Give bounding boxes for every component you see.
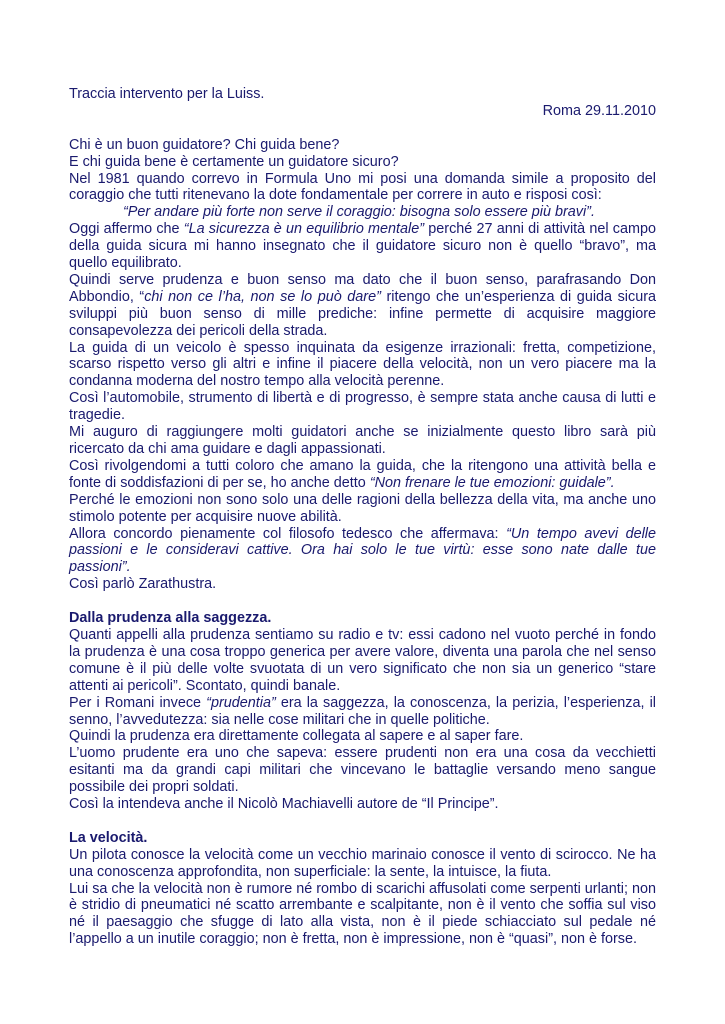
paragraph: Allora concordo pienamente col filosofo tedesco che affermava: “Un tempo avevi delle passioni e le consideravi cattive. Ora hai solo le tue virtù: esse sono nate dalle tue passioni”. (69, 525, 656, 576)
paragraph: Mi auguro di raggiungere molti guidatori anche se inizialmente questo libro sarà più ricercato da chi ama guidare e dagli appassionati. (69, 424, 656, 458)
paragraph: E chi guida bene è certamente un guidatore sicuro? (69, 153, 399, 170)
paragraph: Così la intendeva anche il Nicolò Machiavelli autore de “Il Principe”. (69, 796, 499, 813)
paragraph: Oggi affermo che “La sicurezza è un equilibrio mentale” perché 27 anni di attività nel campo della guida sicura mi hanno insegnato che il guidatore sicuro non è quello “bravo”, ma quello equilibrato. (69, 221, 656, 272)
paragraph: La guida di un veicolo è spesso inquinata da esigenze irrazionali: fretta, competizione, scarso rispetto verso gli altri e infine il piacere della velocità, non un vero piacere ma la condanna moderna del nostro tempo alla velocità perenne. (69, 339, 656, 390)
paragraph: Così parlò Zarathustra. (69, 576, 217, 593)
section-heading: La velocità. (69, 829, 148, 846)
paragraph: Quindi la prudenza era direttamente collegata al sapere e al saper fare. (69, 728, 524, 745)
section-heading: Dalla prudenza alla saggezza. (69, 610, 272, 627)
paragraph: Quindi serve prudenza e buon senso ma dato che il buon senso, parafrasando Don Abbondio, “chi non ce l’ha, non se lo può dare” ritengo che un’esperienza di guida sicura sviluppi più buon senso di mille prediche: infine permette di acquisire maggiore consapevolezza dei pericoli della strada. (69, 271, 656, 339)
quote: “Per andare più forte non serve il coraggio: bisogna solo essere più bravi”. (123, 204, 595, 221)
document-body (69, 86, 656, 948)
paragraph: Un pilota conosce la velocità come un vecchio marinaio conosce il vento di scirocco. Ne ha una conoscenza approfondita, non superficiale: la sente, la intuisce, la fiuta. (69, 846, 656, 880)
paragraph: Quanti appelli alla prudenza sentiamo su radio e tv: essi cadono nel vuoto perché in fondo la prudenza è una cosa troppo generica per avere valore, diventa una parola che nel senso comune è il più delle volte svuotata di un vero significato che non sia un generico “stare attenti ai pericoli”. Scontato, quindi banale. (69, 626, 656, 694)
document-date: Roma 29.11.2010 (542, 102, 656, 119)
paragraph: Così rivolgendomi a tutti coloro che amano la guida, che la ritengono una attività bella e fonte di soddisfazioni di per se, ho anche detto “Non frenare le tue emozioni: guidale”. (69, 457, 656, 491)
paragraph: Così l’automobile, strumento di libertà e di progresso, è sempre stata anche causa di lutti e tragedie. (69, 390, 656, 424)
paragraph: Nel 1981 quando correvo in Formula Uno mi posi una domanda simile a proposito del coraggio che tutti ritenevano la dote fondamentale per correre in auto e risposi così: (69, 170, 656, 204)
document-title: Traccia intervento per la Luiss. (69, 86, 265, 102)
paragraph: Perché le emozioni non sono solo una delle ragioni della bellezza della vita, ma anche uno stimolo potente per acquisire nuove abilità. (69, 491, 656, 525)
paragraph: Lui sa che la velocità non è rumore né rombo di scarichi affusolati come serpenti urlanti; non è stridio di pneumatici né scatto arrembante e scalpitante, non è il vento che soffia sul viso né il paesaggio che sfugge di lato alla vista, non è il piede schiacciato sul pedale né l’appello a un inutile coraggio; non è fretta, non è impressione, non è “quasi”, non è forse. (69, 880, 656, 948)
paragraph: Chi è un buon guidatore? Chi guida bene? (69, 136, 340, 153)
paragraph: L’uomo prudente era uno che sapeva: essere prudenti non era una cosa da vecchietti esitanti ma da grandi capi militari che vincevano le battaglie versando meno sangue possibile dei propri soldati. (69, 745, 656, 796)
paragraph: Per i Romani invece “prudentia” era la saggezza, la conoscenza, la perizia, l’esperienza, il senno, l’avvedutezza: sia nelle cose militari che in quelle politiche. (69, 694, 656, 728)
